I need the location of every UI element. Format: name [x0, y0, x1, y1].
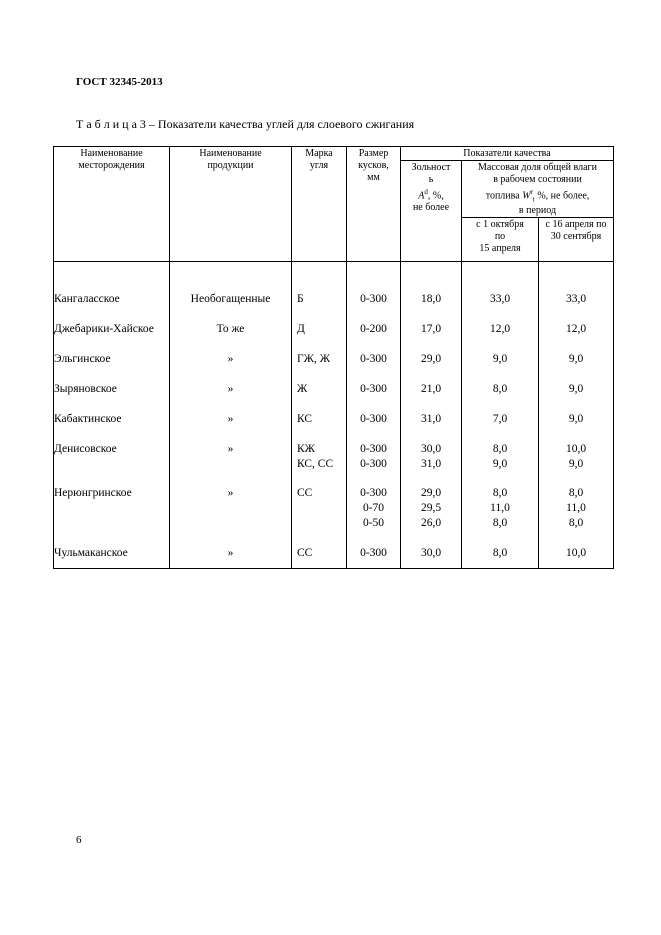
- header-moisture: Массовая доля общей влаги в рабочем состоянии топлива $W^r_t$ %, не более, в период: [462, 161, 614, 218]
- cell-grade: СС: [292, 486, 347, 546]
- table-row: [54, 322, 614, 352]
- cell-deposit: Эльгинское: [54, 352, 170, 382]
- table-row: [54, 546, 614, 568]
- cell-product: »: [170, 546, 292, 568]
- cell-moisture-summer: 10,0 9,0: [539, 442, 614, 486]
- cell-moisture-summer: 10,0: [539, 546, 614, 568]
- cell-moisture-winter: 8,0 9,0: [462, 442, 539, 486]
- cell-grade: Ж: [292, 382, 347, 412]
- table-row: [54, 382, 614, 412]
- header-period-winter: с 1 октября по 15 апреля: [462, 218, 539, 262]
- cell-ash: 18,0: [401, 292, 462, 322]
- cell-product: »: [170, 486, 292, 546]
- cell-product: »: [170, 442, 292, 486]
- cell-grade: Д: [292, 322, 347, 352]
- cell-size: 0-200: [347, 322, 401, 352]
- cell-grade: КЖ КС, СС: [292, 442, 347, 486]
- header-grade: Марка угля: [292, 147, 347, 262]
- cell-deposit: Зыряновское: [54, 382, 170, 412]
- cell-grade: ГЖ, Ж: [292, 352, 347, 382]
- cell-size: 0-300: [347, 292, 401, 322]
- cell-product: »: [170, 412, 292, 442]
- header-deposit: Наименование месторождения: [54, 147, 170, 262]
- coal-quality-table: [53, 146, 614, 569]
- table-caption: Т а б л и ц а 3 – Показатели качества углей для слоевого сжигания: [76, 117, 415, 131]
- cell-deposit: Кангаласское: [54, 292, 170, 322]
- cell-grade: КС: [292, 412, 347, 442]
- cell-product: »: [170, 382, 292, 412]
- cell-ash: 17,0: [401, 322, 462, 352]
- cell-moisture-winter: 33,0: [462, 292, 539, 322]
- cell-grade: Б: [292, 292, 347, 322]
- cell-ash: 29,0 29,5 26,0: [401, 486, 462, 546]
- header-size: Размер кусков, мм: [347, 147, 401, 262]
- cell-size: 0-300 0-300: [347, 442, 401, 486]
- page-number: 6: [76, 834, 82, 846]
- cell-deposit: Нерюнгринское: [54, 486, 170, 546]
- table-row: [54, 352, 614, 382]
- header-period-summer: с 16 апреля по 30 сентября: [539, 218, 614, 262]
- cell-product: »: [170, 352, 292, 382]
- cell-moisture-summer: 33,0: [539, 292, 614, 322]
- table-row: [54, 486, 614, 546]
- cell-ash: 29,0: [401, 352, 462, 382]
- cell-moisture-summer: 9,0: [539, 352, 614, 382]
- cell-product: Необогащенные: [170, 292, 292, 322]
- cell-moisture-summer: 12,0: [539, 322, 614, 352]
- cell-product: То же: [170, 322, 292, 352]
- cell-deposit: Денисовское: [54, 442, 170, 486]
- cell-moisture-winter: 8,0 11,0 8,0: [462, 486, 539, 546]
- cell-deposit: Чульмаканское: [54, 546, 170, 568]
- cell-size: 0-300: [347, 382, 401, 412]
- cell-ash: 21,0: [401, 382, 462, 412]
- cell-moisture-winter: 8,0: [462, 546, 539, 568]
- cell-size: 0-300: [347, 412, 401, 442]
- cell-moisture-winter: 12,0: [462, 322, 539, 352]
- document-header: ГОСТ 32345-2013: [76, 76, 163, 88]
- header-product: Наименование продукции: [170, 147, 292, 262]
- header-ash: Зольност ь $A^d$, %, не более: [401, 161, 462, 262]
- cell-moisture-winter: 7,0: [462, 412, 539, 442]
- table-row: [54, 292, 614, 322]
- cell-moisture-summer: 9,0: [539, 412, 614, 442]
- cell-moisture-summer: 8,0 11,0 8,0: [539, 486, 614, 546]
- cell-grade: СС: [292, 546, 347, 568]
- cell-deposit: Джебарики-Хайское: [54, 322, 170, 352]
- cell-deposit: Кабактинское: [54, 412, 170, 442]
- cell-moisture-summer: 9,0: [539, 382, 614, 412]
- header-quality: Показатели качества: [401, 147, 614, 161]
- cell-moisture-winter: 9,0: [462, 352, 539, 382]
- cell-size: 0-300 0-70 0-50: [347, 486, 401, 546]
- cell-ash: 31,0: [401, 412, 462, 442]
- cell-moisture-winter: 8,0: [462, 382, 539, 412]
- cell-ash: 30,0 31,0: [401, 442, 462, 486]
- table-row: [54, 442, 614, 486]
- cell-size: 0-300: [347, 546, 401, 568]
- table-row: [54, 412, 614, 442]
- cell-ash: 30,0: [401, 546, 462, 568]
- cell-size: 0-300: [347, 352, 401, 382]
